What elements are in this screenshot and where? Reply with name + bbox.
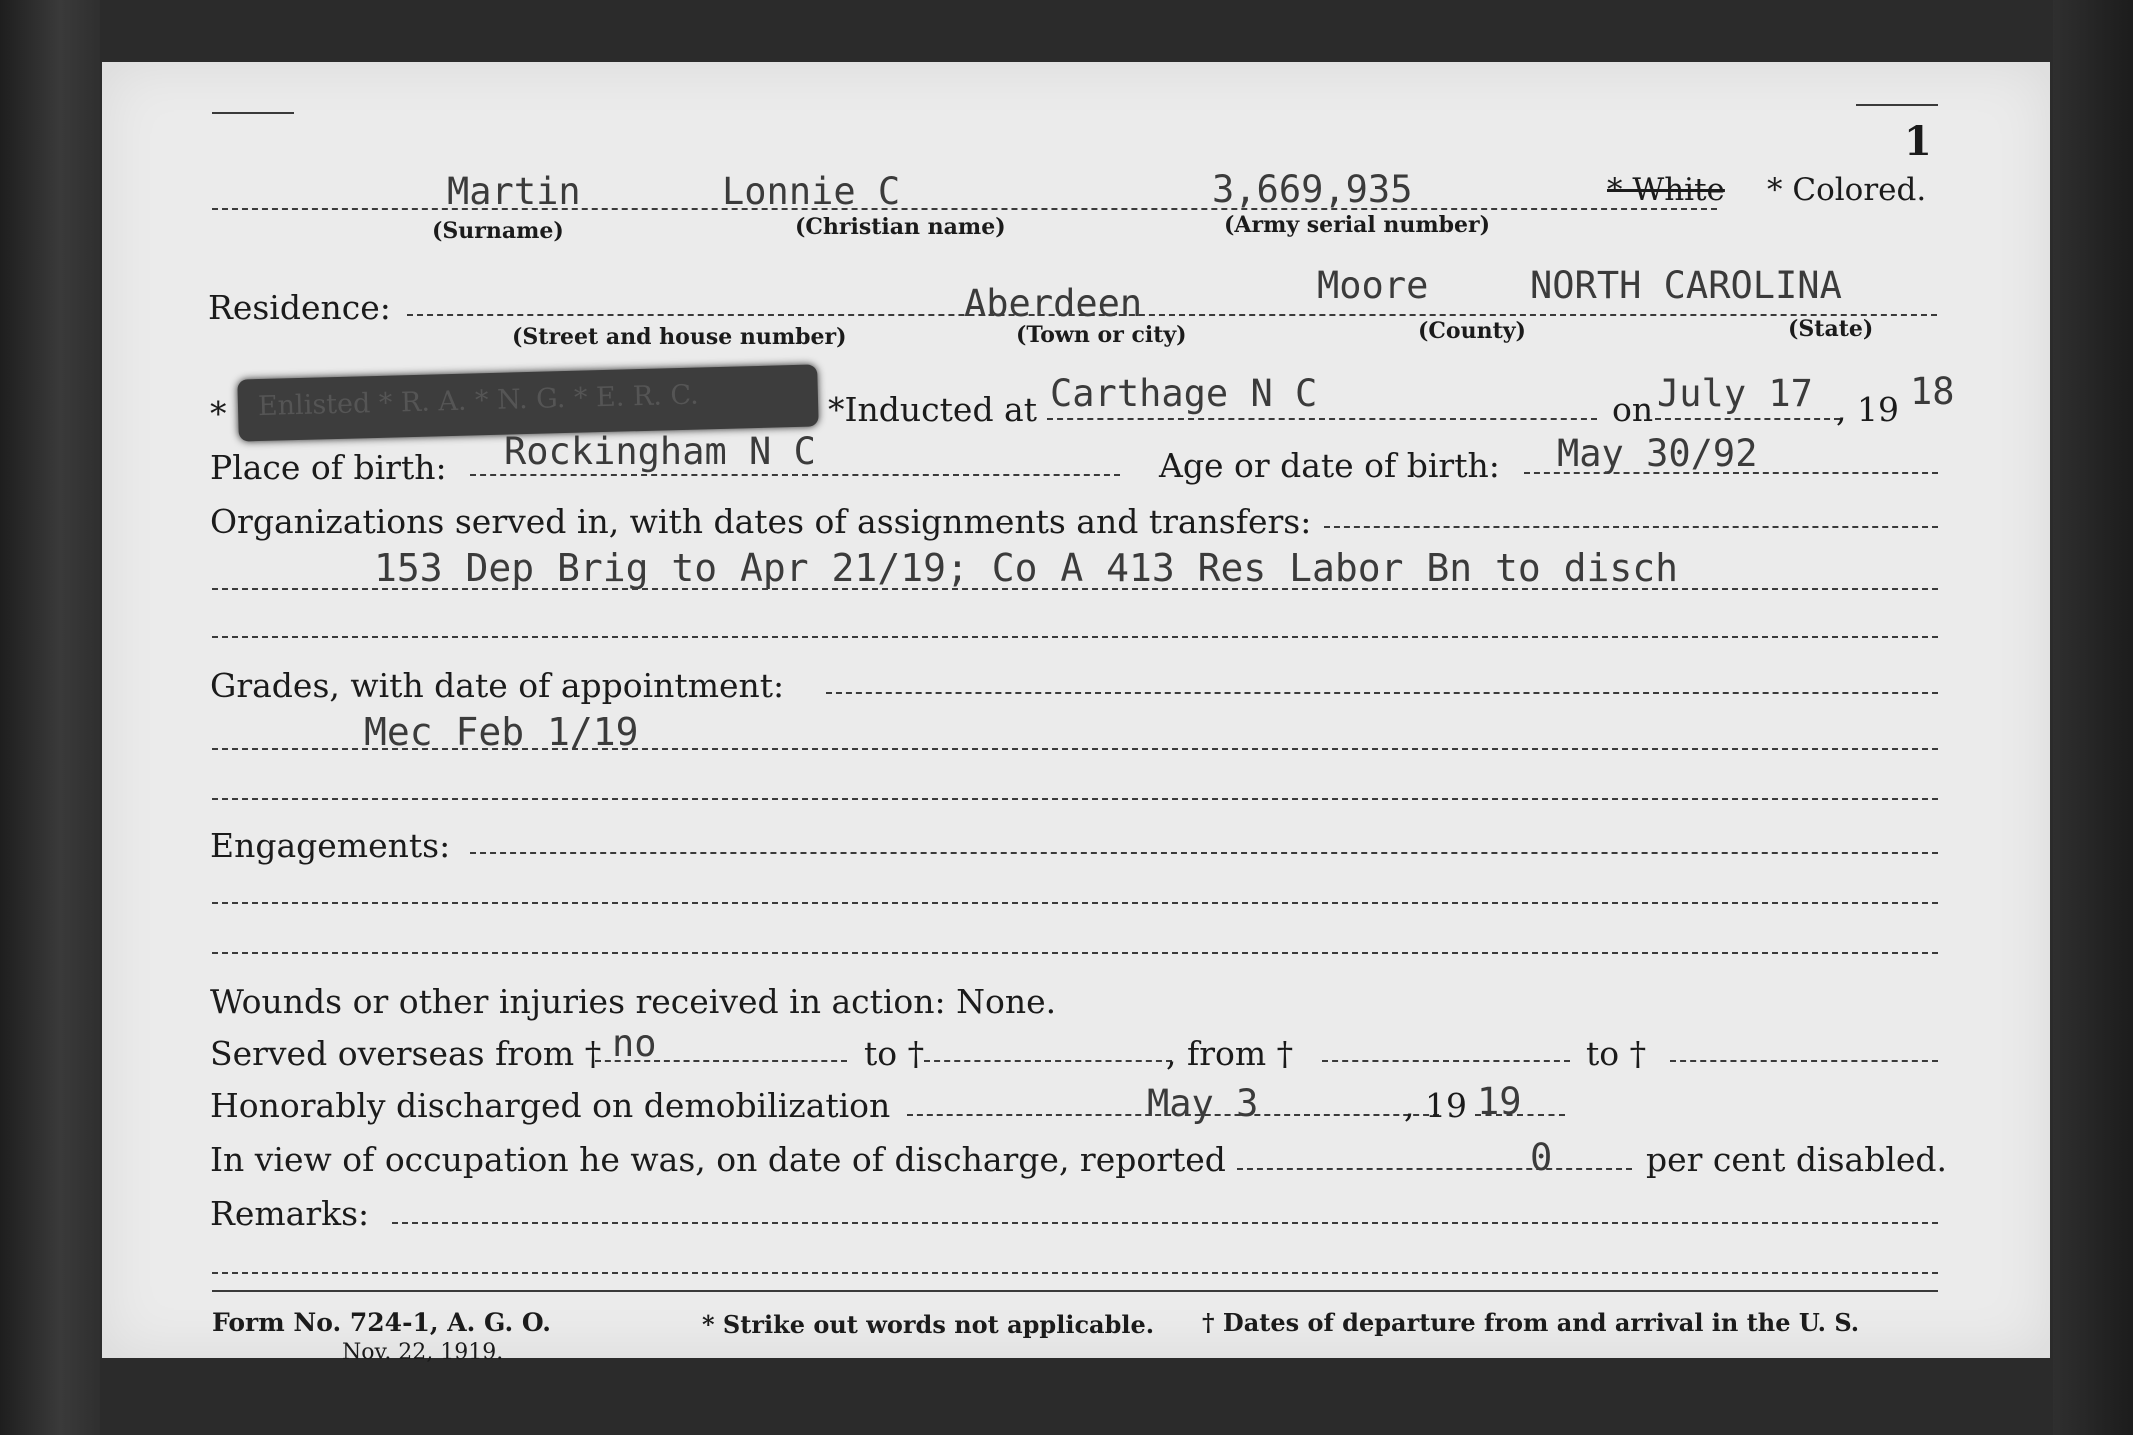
- grades-value: Mec Feb 1/19: [364, 710, 639, 754]
- residence-town-value: Aberdeen: [964, 282, 1143, 325]
- race-colored-option: * Colored.: [1767, 172, 1927, 208]
- scan-border-left: [0, 0, 100, 1435]
- engagements-line-2: [212, 902, 1938, 904]
- overseas-to-line-2: [1670, 1060, 1938, 1062]
- christian-name-value: Lonnie C: [722, 170, 901, 213]
- remarks-label: Remarks:: [210, 1194, 370, 1233]
- age-label: Age or date of birth:: [1159, 446, 1500, 485]
- town-caption: (Town or city): [1016, 322, 1187, 348]
- induction-year-prefix: , 19: [1836, 390, 1899, 429]
- residence-line: [407, 314, 1937, 316]
- disability-suffix: per cent disabled.: [1646, 1140, 1948, 1179]
- christian-name-caption: (Christian name): [795, 214, 1006, 240]
- inducted-on-label: on: [1612, 390, 1654, 429]
- inducted-place-value: Carthage N C: [1050, 372, 1318, 415]
- form-date: Nov. 22, 1919.: [342, 1340, 504, 1365]
- county-caption: (County): [1418, 318, 1526, 344]
- organizations-value: 153 Dep Brig to Apr 21/19; Co A 413 Res Labor Bn to disch: [374, 546, 1679, 590]
- residence-label: Residence:: [208, 288, 391, 327]
- overseas-to-line-1: [924, 1060, 1172, 1062]
- surname-value: Martin: [447, 170, 581, 213]
- discharge-year-line: [1475, 1114, 1565, 1116]
- discharge-date-value: May 3: [1147, 1082, 1259, 1125]
- grades-line-3: [212, 798, 1938, 800]
- overseas-to-label-1: to †: [864, 1034, 925, 1073]
- serial-caption: (Army serial number): [1224, 212, 1491, 238]
- disability-line: [1237, 1168, 1632, 1170]
- footnote-dates: † Dates of departure from and arrival in the U. S.: [1202, 1308, 1860, 1337]
- card-number: 1: [1904, 118, 1932, 165]
- residence-state-value: NORTH CAROLINA: [1530, 264, 1842, 307]
- redacted-text: Enlisted * R. A. * N. G. * E. R. C.: [257, 379, 700, 423]
- induction-date-value: July 17: [1657, 372, 1813, 415]
- discharge-year-prefix: , 19: [1404, 1086, 1467, 1125]
- organizations-label: Organizations served in, with dates of assignments and transfers:: [210, 502, 1312, 541]
- place-of-birth-value: Rockingham N C: [504, 430, 816, 473]
- discharge-year-value: 19: [1477, 1080, 1522, 1123]
- place-of-birth-label: Place of birth:: [210, 448, 447, 487]
- place-of-birth-line: [470, 474, 1120, 476]
- induction-date-line: [1655, 418, 1840, 420]
- inducted-place-line: [1047, 418, 1597, 420]
- organizations-line-3: [212, 636, 1938, 638]
- date-of-birth-line: [1524, 472, 1938, 474]
- remarks-line-2: [212, 1272, 1938, 1274]
- scan-border-right: [2053, 0, 2133, 1435]
- top-right-rule: [1856, 104, 1938, 106]
- state-caption: (State): [1788, 316, 1874, 342]
- disability-label: In view of occupation he was, on date of discharge, reported: [210, 1140, 1226, 1179]
- grades-line-2: [212, 748, 1938, 750]
- date-of-birth-value: May 30/92: [1557, 432, 1758, 475]
- street-caption: (Street and house number): [512, 324, 847, 350]
- induction-year-value: 18: [1910, 370, 1955, 413]
- overseas-from-label-2: , from †: [1166, 1034, 1294, 1073]
- engagements-line-3: [212, 952, 1938, 954]
- surname-caption: (Surname): [432, 218, 564, 244]
- race-white-option: * White: [1607, 172, 1725, 208]
- residence-county-value: Moore: [1317, 264, 1429, 307]
- overseas-from-line: [595, 1060, 847, 1062]
- overseas-from-line-2: [1322, 1060, 1570, 1062]
- overseas-to-label-2: to †: [1586, 1034, 1647, 1073]
- grades-label: Grades, with date of appointment:: [210, 666, 785, 705]
- organizations-line-2: [212, 588, 1938, 590]
- footnote-strike-out: * Strike out words not applicable.: [702, 1310, 1155, 1339]
- discharge-date-line: [907, 1114, 1439, 1116]
- grades-line-1: [826, 692, 1938, 694]
- name-line: [212, 208, 1717, 210]
- discharge-label: Honorably discharged on demobilization: [210, 1086, 891, 1125]
- inducted-at-label: *Inducted at: [828, 390, 1037, 429]
- footer-rule: [212, 1290, 1938, 1292]
- organizations-line-1: [1324, 526, 1938, 528]
- service-record-card: [102, 62, 2050, 1365]
- served-overseas-label: Served overseas from †: [210, 1034, 602, 1073]
- engagements-line-1: [470, 852, 1938, 854]
- wounds-label: Wounds or other injuries received in action: None.: [210, 982, 1057, 1021]
- enlisted-asterisk: *: [210, 394, 227, 433]
- top-left-rule: [212, 112, 294, 114]
- engagements-label: Engagements:: [210, 826, 451, 865]
- disability-value: 0: [1530, 1136, 1553, 1179]
- serial-number-value: 3,669,935: [1212, 168, 1413, 211]
- form-number: Form No. 724-1, A. G. O.: [212, 1308, 551, 1337]
- remarks-line-1: [392, 1222, 1938, 1224]
- served-overseas-from-value: no: [612, 1022, 657, 1065]
